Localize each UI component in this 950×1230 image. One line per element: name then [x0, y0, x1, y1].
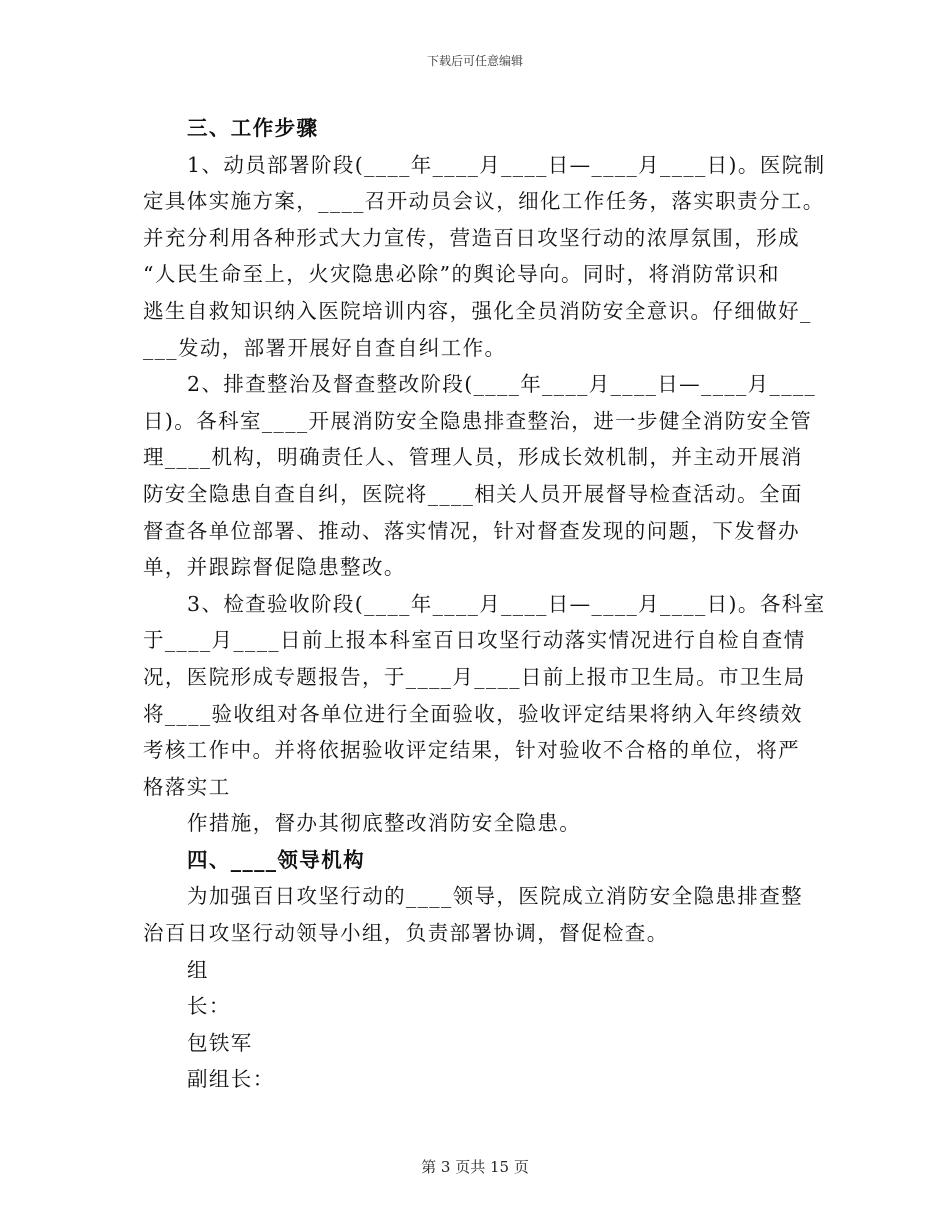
text-line: 并充分利用各种形式大力宣传，营造百日攻坚行动的浓厚氛围，形成: [143, 225, 800, 250]
text-line: 考核工作中。并将依据验收评定结果，针对验收不合格的单位，将严: [143, 738, 800, 763]
text-line: 副组长：: [187, 1067, 275, 1092]
document-body: [143, 110, 826, 1098]
text-line: 组: [187, 957, 209, 982]
page-footer: 第 3 页共 15 页: [421, 1158, 529, 1176]
text-line: “人民生命至上，火灾隐患必除”的舆论导向。同时，将消防常识和: [143, 262, 780, 287]
text-line: 1、动员部署阶段(____年____月____日—____月____日)。医院制: [187, 152, 826, 177]
text-line: 于____月____日前上报本科室百日攻坚行动落实情况进行自检自查情: [143, 628, 806, 653]
text-line: 单，并跟踪督促隐患整改。: [143, 555, 406, 580]
text-line: 为加强百日攻坚行动的____领导，医院成立消防安全隐患排查整: [187, 884, 803, 909]
text-line: 包铁军: [187, 1030, 253, 1055]
text-line: 3、检查验收阶段(____年____月____日—____月____日)。各科室: [187, 591, 826, 616]
text-line: 日)。各科室____开展消防安全隐患排查整治，进一步健全消防安全管: [143, 408, 813, 433]
text-line: 定具体实施方案，____召开动员会议，细化工作任务，落实职责分工。: [143, 189, 825, 214]
text-line: 格落实工: [143, 774, 231, 799]
text-line: 治百日攻坚行动领导小组，负责部署协调，督促检查。: [143, 921, 669, 946]
text-line: 2、排查整治及督查整改阶段(____年____月____日—____月____: [187, 372, 817, 397]
section-heading: 三、工作步骤: [187, 116, 319, 140]
text-line: 防安全隐患自查自纠，医院将____相关人员开展督导检查活动。全面: [143, 481, 803, 506]
text-line: 逃生自救知识纳入医院培训内容，强化全员消防安全意识。仔细做好_: [143, 298, 812, 323]
text-line: 长：: [187, 994, 231, 1019]
text-line: 督查各单位部署、推动、落实情况，针对督查发现的问题，下发督办: [143, 518, 800, 543]
text-line: 作措施，督办其彻底整改消防安全隐患。: [187, 811, 582, 836]
text-line: 理____机构，明确责任人、管理人员，形成长效机制，并主动开展消: [143, 445, 803, 470]
text-line: 将____验收组对各单位进行全面验收，验收评定结果将纳入年终绩效: [143, 701, 803, 726]
section-heading: 四、____领导机构: [187, 847, 365, 872]
text-line: ___发动，部署开展好自查自纠工作。: [143, 335, 507, 360]
page-header: 下载后可任意编辑: [426, 54, 523, 68]
text-line: 况，医院形成专题报告，于____月____日前上报市卫生局。市卫生局: [143, 664, 806, 689]
